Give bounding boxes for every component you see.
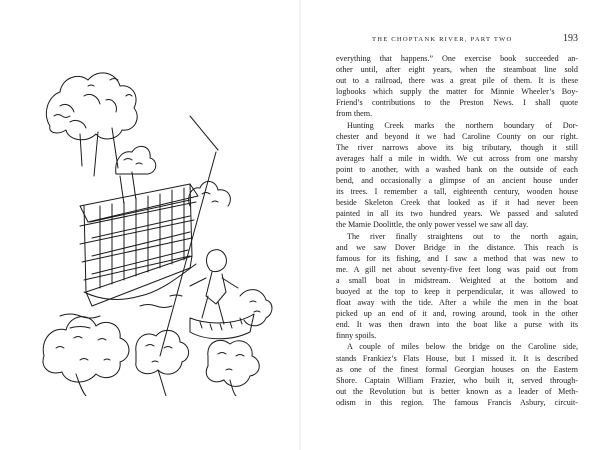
paragraph-3 xyxy=(336,231,578,342)
text-line: a small boat in midstream. Weighted at the bottom and xyxy=(336,275,578,285)
text-line: beside Skeleton Creek that looked as if it had never been xyxy=(336,198,578,208)
text-line: as one of the finest formal Georgian houses on the Eastern xyxy=(336,364,578,374)
text-line: finny spoils. xyxy=(336,331,377,341)
running-head: THE CHOPTANK RIVER, PART TWO xyxy=(372,36,513,43)
text-line: float away with the tide. After a while the men in the boat xyxy=(336,298,578,308)
text-line: buoyed at the top to keep it perpendicular, it was allowed to xyxy=(336,286,578,296)
rigging-line xyxy=(190,116,218,150)
text-line: averages half a mile in width. We cut across from one marshy xyxy=(336,153,578,163)
text-line: logbooks which supply the matter for Minnie Wheeler’s Boy- xyxy=(336,87,578,97)
text-line: point to another, with a washed bank on the outside of each xyxy=(336,164,578,174)
text-line: Friend’s contributions to the Preston News. I shall quote xyxy=(336,98,578,108)
text-line: Hunting Creek marks the northern boundary of Dor- xyxy=(347,120,578,130)
text-line: me. A gill net about seventy-five feet long was paid out from xyxy=(336,264,578,274)
paragraph-2 xyxy=(336,120,578,231)
paragraph-4 xyxy=(336,341,578,408)
text-line: chester and beyond it we had Caroline County on our right. xyxy=(336,131,578,141)
text-line: painted in all its two hundred years. We passed and saluted xyxy=(336,209,578,219)
page-number: 193 xyxy=(563,33,578,44)
text-line: stands Frankiez’s Flats House, but I missed it. It is described xyxy=(336,353,578,363)
text-line: the Mamie Doolittle, the only power vessel we saw all day. xyxy=(336,220,529,230)
text-line: Shore. Captain William Frazier, who built it, served through- xyxy=(336,375,578,385)
paragraph-1 xyxy=(336,53,578,120)
text-line: out the Revolution but is better known as a leader of Meth- xyxy=(336,386,578,396)
fisherman-figure xyxy=(190,250,254,339)
text-line: The river finally straightens out to the north again, xyxy=(347,231,578,241)
body-text xyxy=(336,53,578,408)
foreground-foliage xyxy=(43,290,272,396)
text-line: from them. xyxy=(336,109,373,119)
text-line: its trees. I remember a tall, eighteenth century, wooden house xyxy=(336,187,578,197)
text-line: famous for its fishing, and I saw a method that was new to xyxy=(336,253,578,263)
text-line: bend, and occasionally a glimpse of an ancient house under xyxy=(336,176,578,186)
text-line: and we saw Dover Bridge in the distance. This reach is xyxy=(336,242,578,252)
tree-cluster-top xyxy=(46,73,137,176)
steamboat-illustration xyxy=(40,56,275,396)
text-line: end. It was then drawn into the boat like a purse with its xyxy=(336,320,578,330)
text-line: The river narrows above its big tributary, though it still xyxy=(336,142,578,152)
text-line: A couple of miles below the bridge on the Caroline side, xyxy=(347,342,578,352)
text-line: other until, after eight years, when the steamboat line sold xyxy=(336,65,578,75)
text-line: everything that happens.” One exercise book succeeded an- xyxy=(336,54,578,63)
text-line: odism in this region. The famous Francis Asbury, circuit- xyxy=(336,397,578,407)
text-line: picked up an end of it and, rowing around, took in the other xyxy=(336,309,578,319)
text-line: out to a railroad, there was a great pile of them. It is these xyxy=(336,76,578,86)
